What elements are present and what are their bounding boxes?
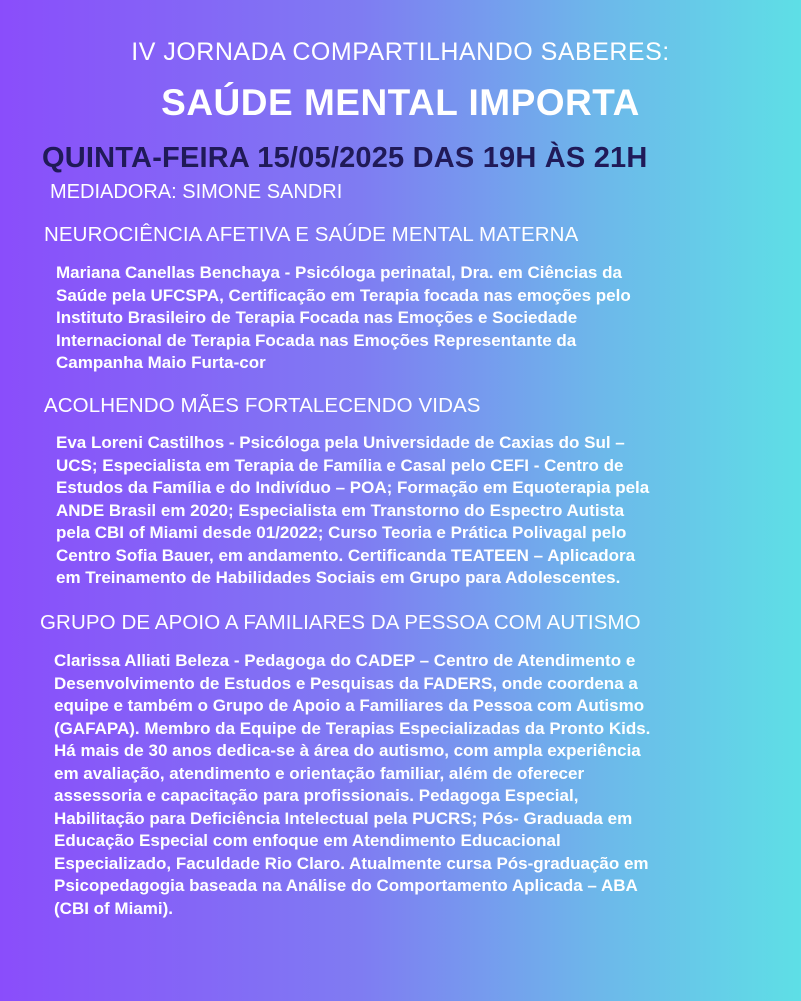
bio-line: Internacional de Terapia Focada nas Emoções Representante da (56, 330, 577, 350)
bio-line: equipe e também o Grupo de Apoio a Familiares da Pessoa com Autismo (54, 696, 645, 715)
section-title: NEUROCIÊNCIA AFETIVA E SAÚDE MENTAL MATERNA (44, 223, 579, 246)
bio-line: Estudos da Família e do Indivíduo – POA; Formação em Equoterapia pela (56, 478, 650, 497)
speaker-bio (56, 432, 649, 590)
bio-line: Habilitação para Deficiência Intelectual pela PUCRS; Pós- Graduada em (54, 808, 633, 828)
bio-line: Clarissa Alliati Beleza - Pedagoga do CADEP – Centro de Atendimento e (54, 651, 636, 670)
speaker-bio (56, 262, 631, 375)
bio-line: Saúde pela UFCSPA, Certificação em Terapia focada nas emoções pelo (56, 285, 631, 305)
bio-line: Há mais de 30 anos dedica-se à área do autismo, com ampla experiência (54, 741, 641, 760)
bio-line: (CBI of Miami). (54, 898, 173, 918)
event-subtitle: SAÚDE MENTAL IMPORTA (161, 82, 640, 123)
bio-line: Centro Sofia Bauer, em andamento. Certificanda TEATEEN – Aplicadora (56, 545, 636, 565)
bio-line: Instituto Brasileiro de Terapia Focada nas Emoções e Sociedade (56, 308, 578, 327)
event-date: QUINTA-FEIRA 15/05/2025 DAS 19H ÀS 21H (42, 142, 648, 174)
bio-line: pela CBI of Miami desde 01/2022; Curso Teoria e Prática Polivagal pelo (56, 523, 627, 542)
bio-line: Campanha Maio Furta-cor (56, 353, 266, 372)
bio-line: Educação Especial com enfoque em Atendimento Educacional (54, 831, 561, 850)
event-title: IV JORNADA COMPARTILHANDO SABERES: (131, 38, 670, 66)
bio-line: Especializado, Faculdade Rio Claro. Atualmente cursa Pós-graduação em (54, 853, 649, 873)
bio-line: em Treinamento de Habilidades Sociais em Grupo para Adolescentes. (56, 568, 621, 587)
section-title: ACOLHENDO MÃES FORTALECENDO VIDAS (44, 394, 481, 417)
event-moderator: MEDIADORA: SIMONE SANDRI (50, 181, 343, 203)
bio-line: UCS; Especialista em Terapia de Família e Casal pelo CEFI - Centro de (56, 455, 624, 475)
section-title: GRUPO DE APOIO A FAMILIARES DA PESSOA COM AUTISMO (40, 611, 641, 634)
bio-line: (GAFAPA). Membro da Equipe de Terapias Especializadas da Pronto Kids. (54, 718, 651, 738)
bio-line: Psicopedagogia baseada na Análise do Comportamento Aplicada – ABA (54, 876, 638, 895)
speaker-bio (54, 650, 650, 920)
bio-line: em avaliação, atendimento e orientação familiar, além de oferecer (54, 763, 585, 783)
bio-line: Mariana Canellas Benchaya - Psicóloga perinatal, Dra. em Ciências da (56, 263, 622, 282)
bio-line: Eva Loreni Castilhos - Psicóloga pela Universidade de Caxias do Sul – (56, 433, 625, 452)
bio-line: assessoria e capacitação para profissionais. Pedagoga Especial, (54, 786, 579, 805)
bio-line: Desenvolvimento de Estudos e Pesquisas da FADERS, onde coordena a (54, 673, 638, 693)
bio-line: ANDE Brasil em 2020; Especialista em Transtorno do Espectro Autista (56, 500, 625, 520)
